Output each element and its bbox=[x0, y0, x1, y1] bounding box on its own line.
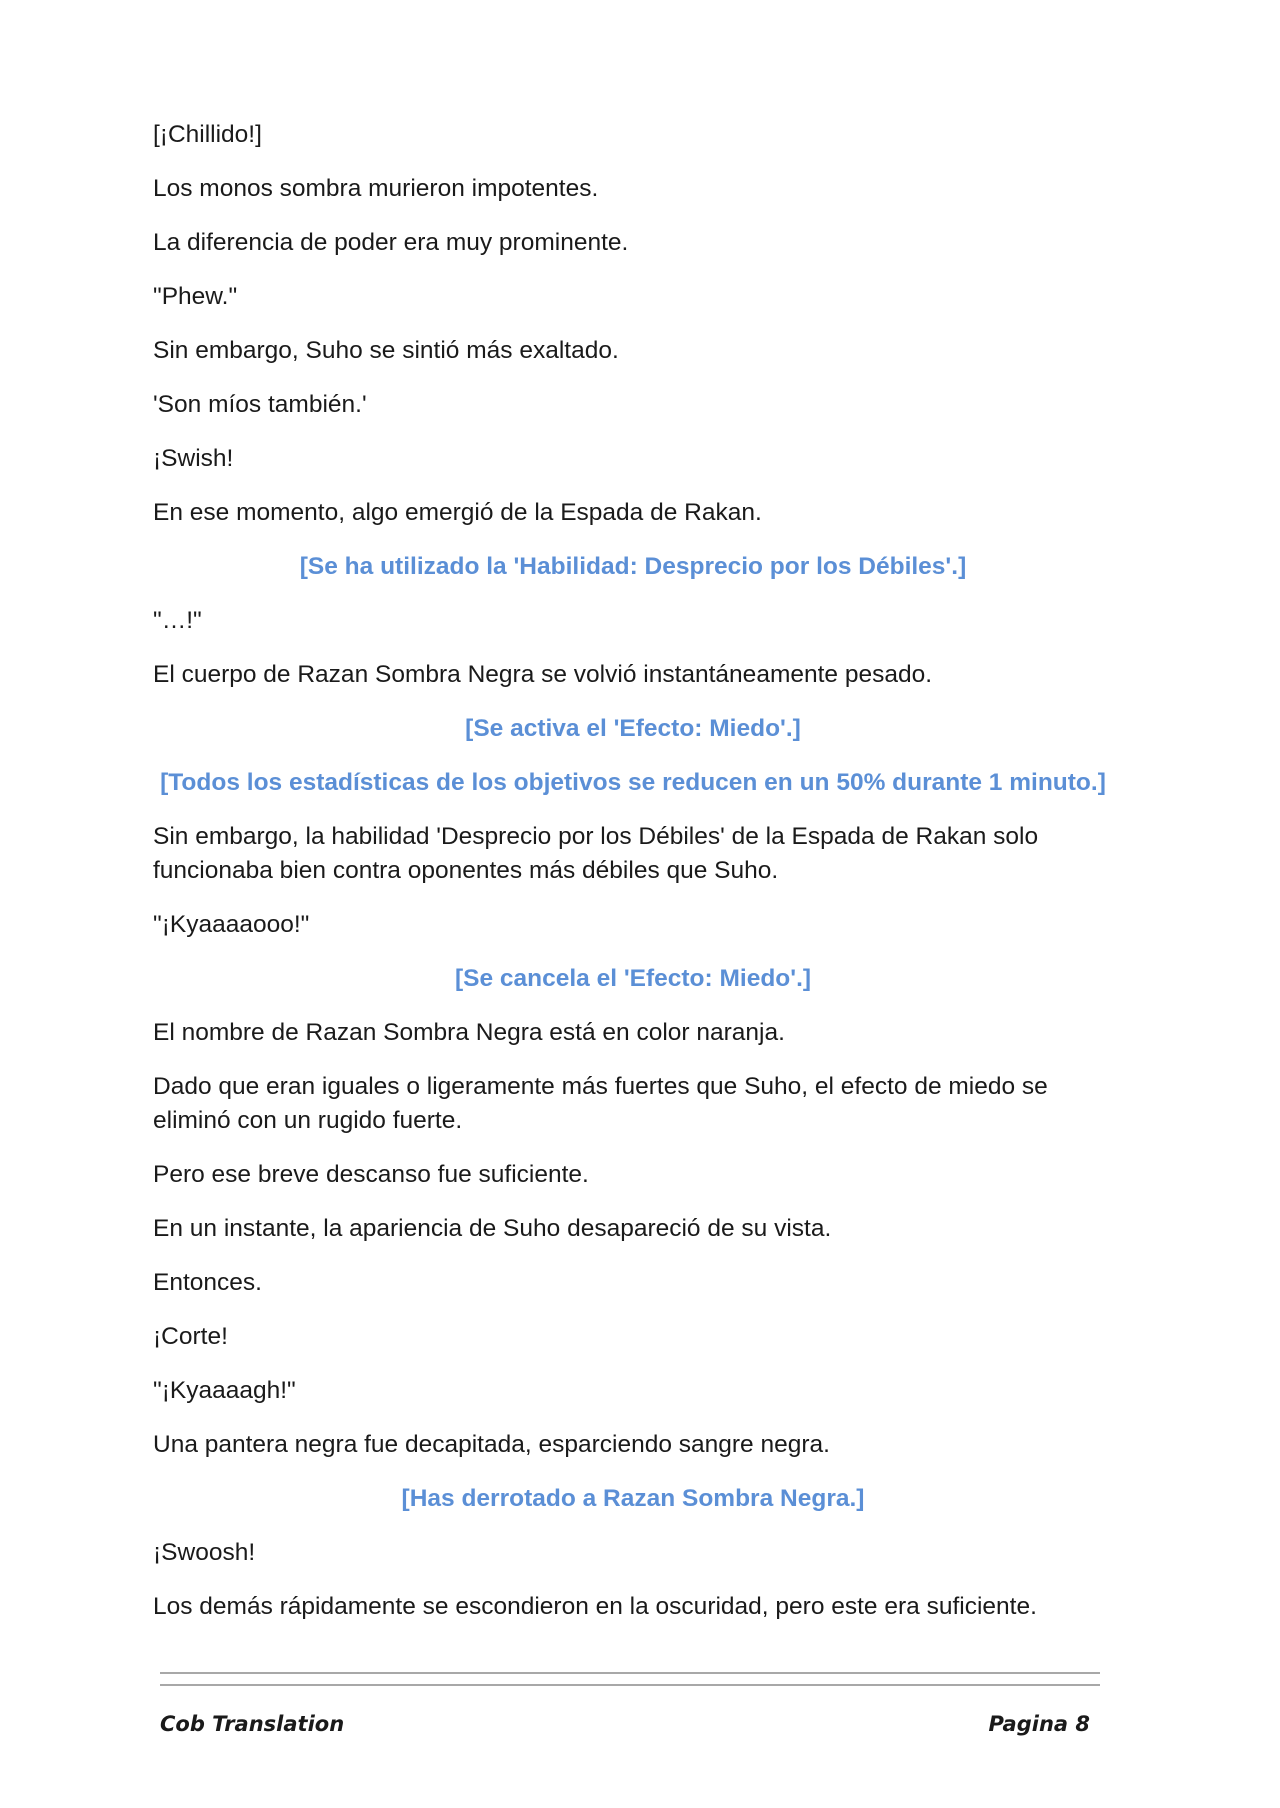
paragraph: ¡Swoosh! bbox=[153, 1539, 256, 1566]
system-message: [Se ha utilizado la 'Habilidad: Desprecio por los Débiles'.] bbox=[299, 553, 967, 580]
paragraph: En un instante, la apariencia de Suho desapareció de su vista. bbox=[153, 1215, 832, 1242]
page-number: Pagina 8 bbox=[988, 1712, 1090, 1736]
system-message: [Se cancela el 'Efecto: Miedo'.] bbox=[454, 965, 812, 992]
paragraph: 'Son míos también.' bbox=[153, 391, 367, 418]
paragraph: Una pantera negra fue decapitada, esparciendo sangre negra. bbox=[153, 1431, 830, 1458]
paragraph: Pero ese breve descanso fue suficiente. bbox=[153, 1161, 589, 1188]
paragraph: El cuerpo de Razan Sombra Negra se volvió instantáneamente pesado. bbox=[153, 661, 933, 688]
system-message: [Has derrotado a Razan Sombra Negra.] bbox=[401, 1485, 865, 1512]
paragraph: ¡Swish! bbox=[153, 445, 234, 472]
footer-source: Cob Translation bbox=[160, 1712, 345, 1736]
paragraph: El nombre de Razan Sombra Negra está en color naranja. bbox=[153, 1019, 785, 1046]
paragraph: [¡Chillido!] bbox=[153, 121, 262, 148]
paragraph: "Phew." bbox=[153, 283, 238, 310]
system-message: [Se activa el 'Efecto: Miedo'.] bbox=[465, 715, 801, 742]
paragraph: "¡Kyaaaagh!" bbox=[153, 1377, 296, 1404]
paragraph: Entonces. bbox=[153, 1269, 262, 1296]
footer-rule-bottom bbox=[160, 1684, 1100, 1686]
paragraph: Los monos sombra murieron impotentes. bbox=[153, 175, 599, 202]
paragraph: En ese momento, algo emergió de la Espada de Rakan. bbox=[153, 499, 762, 526]
footer-divider bbox=[160, 1672, 1100, 1686]
paragraph: "¡Kyaaaaooo!" bbox=[153, 911, 310, 938]
paragraph: Dado que eran iguales o ligeramente más fuertes que Suho, el efecto de miedo se eliminó con un rugido fuerte. bbox=[153, 1073, 1048, 1134]
paragraph: "…!" bbox=[153, 607, 202, 634]
page-body bbox=[153, 118, 1113, 1644]
paragraph: La diferencia de poder era muy prominente. bbox=[153, 229, 629, 256]
page-footer bbox=[160, 1712, 1090, 1736]
system-message: [Todos los estadísticas de los objetivos se reducen en un 50% durante 1 minuto.] bbox=[160, 769, 1106, 796]
paragraph: Sin embargo, la habilidad 'Desprecio por los Débiles' de la Espada de Rakan solo funcionaba bien contra oponentes más débiles que Suho. bbox=[153, 823, 1039, 884]
paragraph: Sin embargo, Suho se sintió más exaltado. bbox=[153, 337, 619, 364]
paragraph: Los demás rápidamente se escondieron en la oscuridad, pero este era suficiente. bbox=[153, 1593, 1037, 1620]
footer-rule-top bbox=[160, 1672, 1100, 1674]
paragraph: ¡Corte! bbox=[153, 1323, 228, 1350]
